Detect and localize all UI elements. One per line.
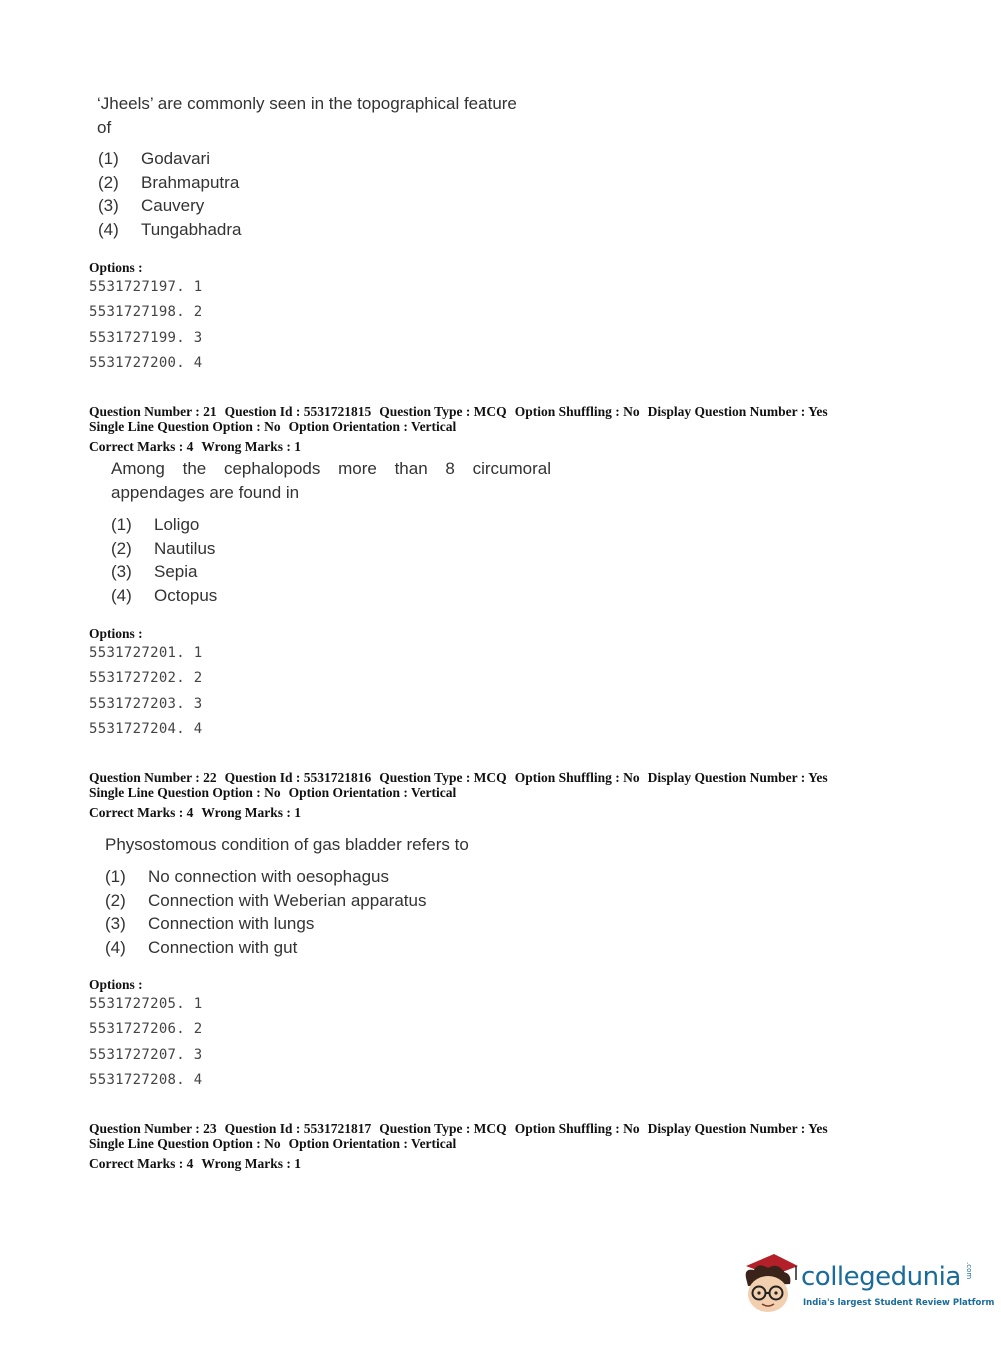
collegedunia-logo[interactable] (740, 1248, 995, 1320)
choice-item: (3) Connection with lungs (105, 914, 315, 933)
options-list (89, 275, 202, 376)
logo-wordmark: collegedunia (801, 1262, 961, 1292)
question-text-line: ‘Jheels’ are commonly seen in the topographical feature (97, 94, 517, 113)
meta-line: Correct Marks : 4 Wrong Marks : 1 (89, 805, 301, 820)
question-22-choices (105, 865, 426, 959)
question-text-line: Among the cephalopods more than 8 circumoral (111, 459, 551, 478)
meta-line: Single Line Question Option : No Option Orientation : Vertical (89, 785, 457, 800)
choice-item: (4) Connection with gut (105, 937, 298, 957)
question-21-choices (111, 513, 217, 607)
question-text-line: Physostomous condition of gas bladder refers to (105, 835, 469, 854)
choice-item: (1) No connection with oesophagus (105, 867, 389, 886)
mascot-icon (740, 1248, 800, 1318)
option-id: 5531727198. 2 (89, 304, 203, 321)
choice-item: (3) Sepia (111, 562, 198, 581)
question-23-meta (89, 1121, 828, 1171)
option-id: 5531727204. 4 (89, 720, 203, 737)
question-text-line: appendages are found in (111, 483, 300, 502)
choice-item: (2) Nautilus (111, 538, 216, 558)
logo-suffix: .com (964, 1262, 973, 1280)
option-id: 5531727206. 2 (89, 1021, 203, 1038)
meta-line: Question Number : 22 Question Id : 5531721816 Question Type : MCQ Option Shuffling : No Display Question Number : Yes (89, 770, 828, 785)
question-20-block (97, 92, 557, 140)
question-22-meta (89, 770, 828, 820)
choice-item: (4) Octopus (111, 585, 218, 605)
meta-line: Question Number : 21 Question Id : 5531721815 Question Type : MCQ Option Shuffling : No Display Question Number : Yes (89, 404, 828, 419)
options-label: Options : (89, 977, 143, 992)
options-label: Options : (89, 626, 143, 641)
option-id: 5531727199. 3 (89, 329, 203, 346)
meta-line: Single Line Question Option : No Option Orientation : Vertical (89, 1136, 457, 1151)
question-text-line: of (97, 118, 112, 137)
option-id: 5531727203. 3 (89, 695, 203, 712)
meta-line: Correct Marks : 4 Wrong Marks : 1 (89, 1156, 301, 1171)
option-id: 5531727201. 1 (89, 645, 203, 661)
question-21-block (111, 457, 551, 505)
meta-line: Single Line Question Option : No Option Orientation : Vertical (89, 419, 457, 434)
option-id: 5531727208. 4 (89, 1071, 203, 1088)
meta-line: Question Number : 23 Question Id : 5531721817 Question Type : MCQ Option Shuffling : No Display Question Number : Yes (89, 1121, 828, 1136)
choice-item: (3) Cauvery (98, 196, 205, 215)
choice-item: (1) Loligo (111, 515, 200, 534)
options-list (89, 992, 202, 1093)
option-id: 5531727207. 3 (89, 1046, 203, 1063)
question-22-block (105, 833, 525, 857)
options-label: Options : (89, 260, 143, 275)
option-id: 5531727202. 2 (89, 670, 203, 687)
choice-item: (4) Tungabhadra (98, 219, 242, 239)
option-id: 5531727205. 1 (89, 996, 203, 1012)
meta-line: Correct Marks : 4 Wrong Marks : 1 (89, 439, 301, 454)
option-id: 5531727197. 1 (89, 279, 203, 295)
choice-item: (2) Brahmaputra (98, 172, 240, 192)
options-list (89, 641, 202, 742)
option-id: 5531727200. 4 (89, 354, 203, 371)
choice-item: (2) Connection with Weberian apparatus (105, 890, 427, 910)
logo-tagline: India's largest Student Review Platform (803, 1298, 995, 1308)
question-20-choices (98, 147, 242, 241)
question-21-meta (89, 404, 828, 454)
choice-item: (1) Godavari (98, 149, 210, 168)
